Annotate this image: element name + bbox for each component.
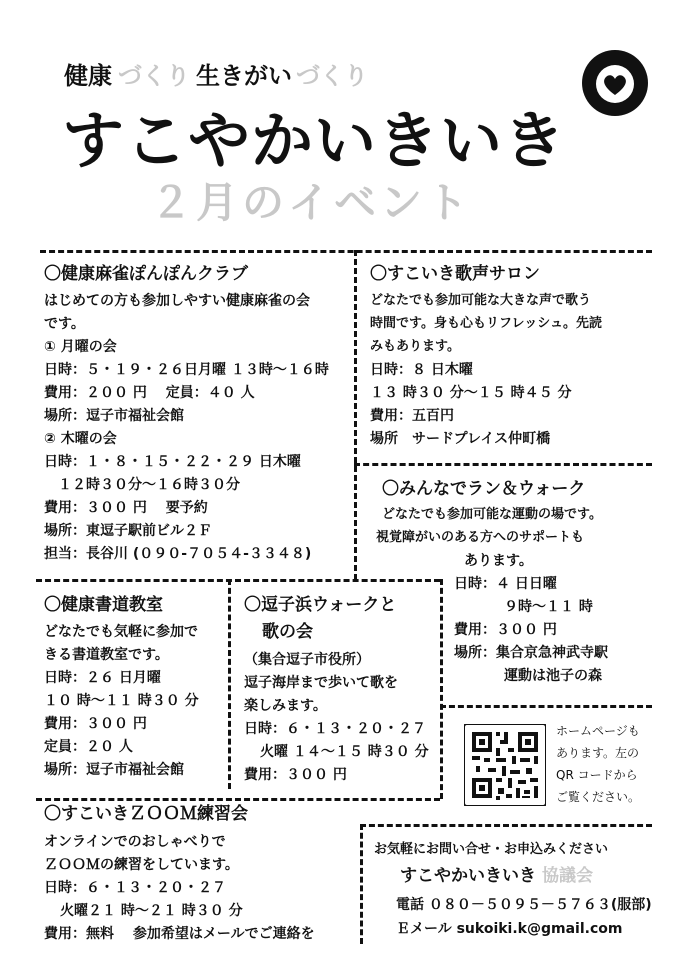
zoom-line: 費用：無料 参加希望はメールでご連絡を <box>44 926 315 942</box>
event-subtitle: ２月のイベント <box>150 178 473 227</box>
mahjong-line: 日時：５・１９・２６日月曜 １３時～１６時 <box>44 362 329 378</box>
salon-line: みもあります。 <box>370 339 460 354</box>
salon-line: １３ 時３０ 分～１５ 時４５ 分 <box>370 385 572 401</box>
tagline-ikigai: 生きがい <box>196 62 292 90</box>
divider-bottom-center <box>360 824 363 944</box>
contact-email[interactable]: Ｅメール sukoiki.k@gmail.com <box>396 921 623 937</box>
run-line: 場所：集合京急神武寺駅 <box>454 645 608 661</box>
divider-middle-left <box>228 579 231 789</box>
mahjong-line: 日時：１・８・１５・２２・２９ 日木曜 <box>44 454 301 470</box>
page-title: すこやかいきいき <box>62 104 567 177</box>
divider-right-mid <box>354 463 652 466</box>
contact-intro: お気軽にお問い合せ・お申込みください <box>374 842 609 857</box>
zushi-heading-2: 歌の会 <box>262 622 313 642</box>
zushi-line: 楽しみます。 <box>244 698 327 714</box>
mahjong-line: 場所：東逗子駅前ビル２Ｆ <box>44 523 212 539</box>
contact-org <box>400 868 593 885</box>
run-line: 視覚障がいのある方へのサポートも <box>376 530 585 545</box>
salon-line: 費用：五百円 <box>370 408 454 424</box>
divider-middle-right <box>440 579 443 799</box>
divider-bottom-right <box>360 824 652 827</box>
salon-line: どなたでも参加可能な大きな声で歌う <box>370 293 592 308</box>
divider-right-lower <box>440 705 652 708</box>
zushi-line: 費用：３００ 円 <box>244 767 347 783</box>
mahjong-line: です。 <box>44 316 85 332</box>
shodo-heading: 〇健康書道教室 <box>44 595 163 615</box>
zoom-heading: 〇すこいきＺＯＯＭ練習会 <box>44 804 248 824</box>
shodo-line: 定員：２０ 人 <box>44 739 133 755</box>
shodo-line: どなたでも気軽に参加で <box>44 624 198 640</box>
mahjong-line: ① 月曜の会 <box>44 339 117 355</box>
contact-org-name: すこやかいきいき <box>400 866 536 886</box>
divider-middle <box>36 579 440 582</box>
contact-phone: 電話 ０８０－５０９５－５７６３(服部) <box>396 897 652 913</box>
shodo-line: きる書道教室です。 <box>44 647 169 663</box>
tagline-kenko: 健康 <box>64 62 112 90</box>
zoom-line: ＺＯＯＭの練習をしています。 <box>44 857 239 873</box>
run-line: あります。 <box>464 553 533 569</box>
salon-heading: 〇すこいき歌声サロン <box>370 264 540 284</box>
header-tagline <box>64 64 368 88</box>
zushi-line: 逗子海岸まで歩いて歌を <box>244 675 398 691</box>
mahjong-heading: 〇健康麻雀ぽんぽんクラブ <box>44 264 248 284</box>
shodo-line: 日時：２６ 日月曜 <box>44 670 161 686</box>
shodo-line: １０ 時～１１ 時３０ 分 <box>44 693 199 709</box>
divider-top <box>40 250 652 253</box>
zushi-line: 火曜 １４～１５ 時３０ 分 <box>260 744 429 760</box>
homepage-line: あります。左の <box>556 746 640 760</box>
mahjong-line: 費用：３００ 円 要予約 <box>44 500 208 516</box>
shodo-line: 費用：３００ 円 <box>44 716 147 732</box>
mahjong-line: １２時３０分～１６時３０分 <box>44 477 240 493</box>
mahjong-line: はじめての方も参加しやすい健康麻雀の会 <box>44 293 310 309</box>
zoom-line: 日時：６・１３・２０・２７ <box>44 880 226 896</box>
divider-bottom-left <box>36 798 440 801</box>
run-line: ９時～１１ 時 <box>504 599 593 615</box>
mahjong-line: 場所：逗子市福祉会館 <box>44 408 184 424</box>
homepage-line: ご覧ください。 <box>556 790 641 804</box>
zushi-line: 日時：６・１３・２０・２７ <box>244 721 426 737</box>
qr-code-icon[interactable] <box>464 724 546 806</box>
heart-circle-logo-icon <box>580 48 650 118</box>
salon-line: 日時：８ 日木曜 <box>370 362 473 378</box>
zoom-line: オンラインでのおしゃべりで <box>44 834 226 850</box>
contact-org-suffix: 協議会 <box>542 866 593 886</box>
run-line: 運動は池子の森 <box>504 668 602 684</box>
run-heading: 〇みんなでラン＆ウォーク <box>382 479 586 499</box>
homepage-line: QR コードから <box>556 768 638 782</box>
shodo-line: 場所：逗子市福祉会館 <box>44 762 184 778</box>
zushi-line: （集合逗子市役所） <box>244 652 370 668</box>
salon-line: 時間です。身も心もリフレッシュ。先読 <box>370 316 603 331</box>
homepage-line: ホームページも <box>556 724 640 738</box>
mahjong-line: 費用：２００ 円 定員：４０ 人 <box>44 385 255 401</box>
tagline-zukuri-1: づくり <box>118 62 190 90</box>
zoom-line: 火曜２１ 時～２１ 時３０ 分 <box>60 903 243 919</box>
run-line: 日時：４ 日日曜 <box>454 576 557 592</box>
run-line: 費用：３００ 円 <box>454 622 557 638</box>
salon-line: 場所 サードプレイス仲町橋 <box>370 431 551 447</box>
mahjong-line: ② 木曜の会 <box>44 431 117 447</box>
run-line: どなたでも参加可能な運動の場です。 <box>382 507 602 522</box>
zushi-heading: 〇逗子浜ウォークと <box>244 595 397 615</box>
mahjong-line: 担当：長谷川 (０９０-７０５４-３３４８) <box>44 546 312 562</box>
tagline-zukuri-2: づくり <box>296 62 368 90</box>
divider-top-center <box>354 250 357 580</box>
